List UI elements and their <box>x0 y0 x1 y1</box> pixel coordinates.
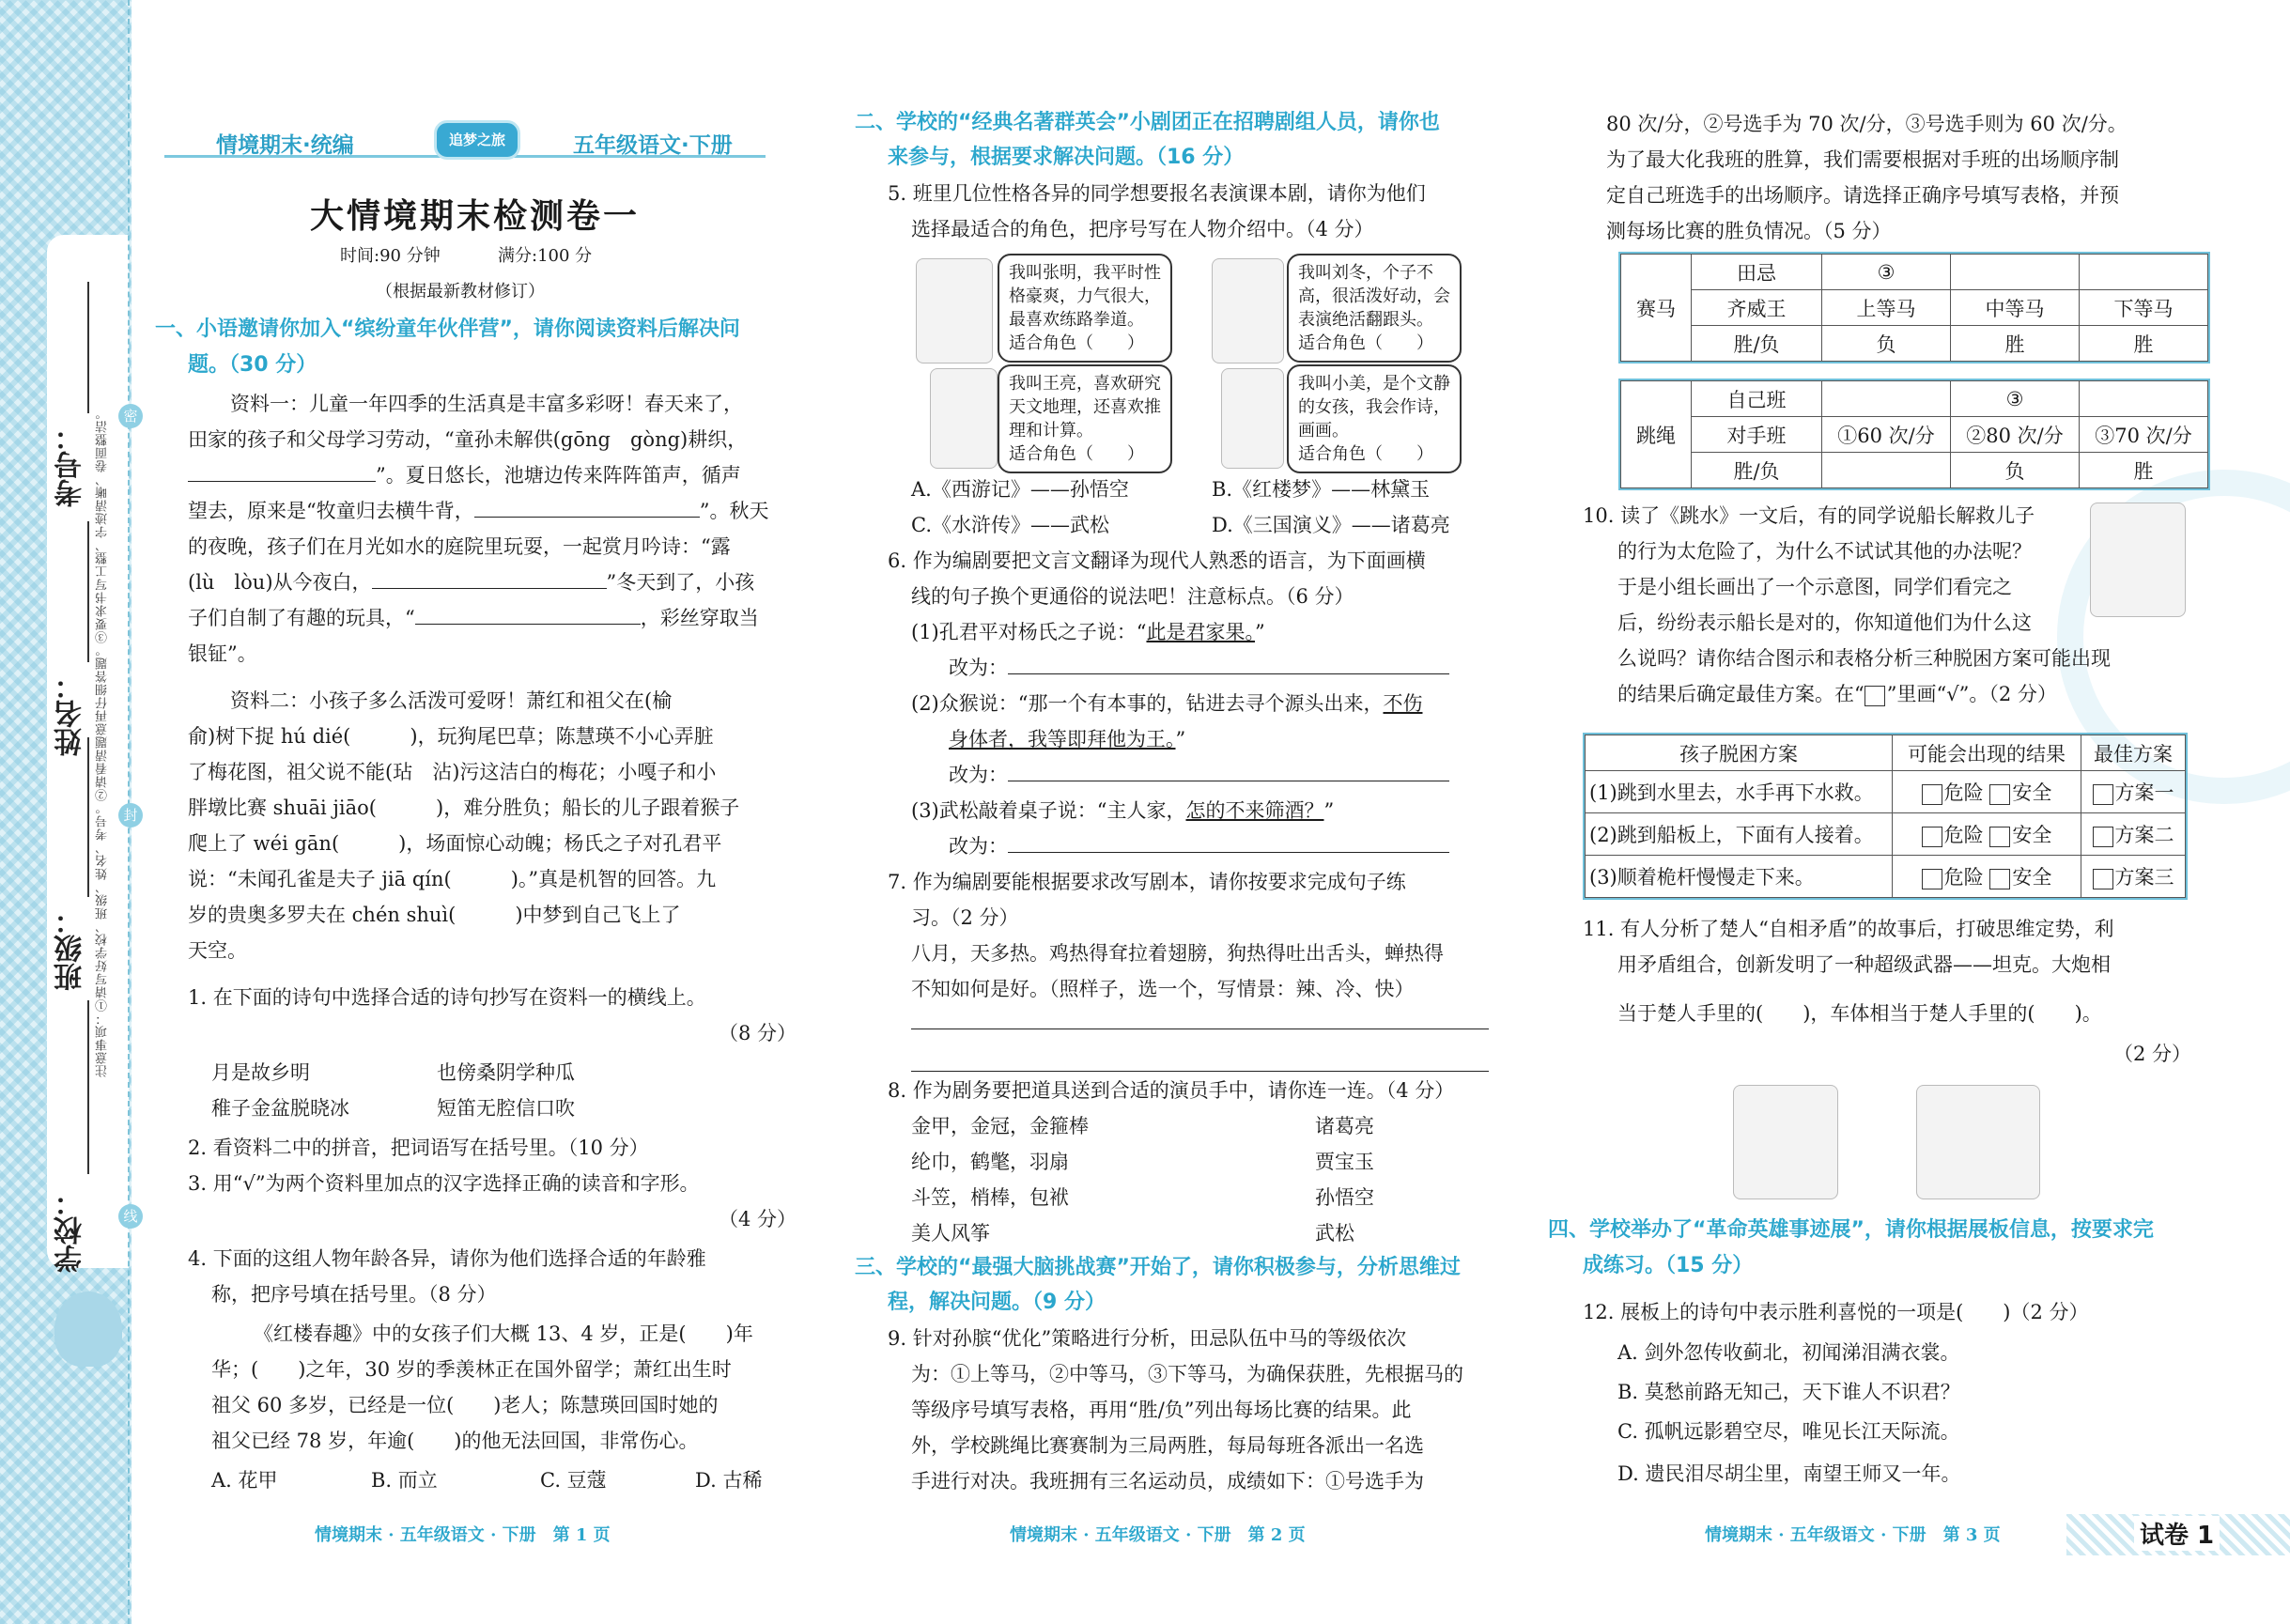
option-c[interactable]: C. 豆蔻 <box>540 1469 607 1492</box>
question-2: 2. 看资料二中的拼音，把词语写在括号里。（10 分） <box>188 1137 649 1159</box>
table-cell: 中等马 <box>1951 290 2080 326</box>
question-9: 9. 针对孙膑“优化”策略进行分析，田忌队伍中马的等级依次 <box>888 1327 1407 1350</box>
material-1-line: ”。夏日悠长，池塘边传来阵阵笛声，循声 <box>188 457 741 493</box>
question-9-text: 为：①上等马，②中等马，③下等马，为确保获胜，先根据马的 <box>911 1363 1463 1385</box>
prop-item[interactable]: 金甲，金冠，金箍棒 <box>911 1115 1089 1137</box>
material-1-line: 资料一：儿童一年四季的生活真是丰富多彩呀！春天来了， <box>230 393 743 415</box>
actor-item[interactable]: 孙悟空 <box>1315 1186 1374 1209</box>
question-1-points: （8 分） <box>719 1022 797 1044</box>
answer-cell[interactable] <box>2080 255 2208 290</box>
checkbox-safe[interactable] <box>1989 827 2010 847</box>
checkbox-safe[interactable] <box>1989 869 2010 889</box>
table-cell: 自己班 <box>1692 381 1822 417</box>
section-2-heading: 二、学校的“经典名著群英会”小剧团正在招聘剧组人员，请你也 <box>855 111 1440 134</box>
class-field[interactable] <box>87 737 89 897</box>
poem-option: 稚子金盆脱晓冰 <box>211 1097 349 1120</box>
question-7-text: 不知如何是好。（照样子，选一个，写情景：辣、冷、快） <box>911 978 1415 1000</box>
horse-group-label: 赛马 <box>1621 255 1692 362</box>
question-7: 7. 作为编剧要能根据要求改写剧本，请你按要求完成句子练 <box>888 871 1406 893</box>
question-10-text: 的行为太危险了，为什么不试试其他的办法呢？ <box>1617 540 2032 563</box>
speech-bubble-liudong: 我叫刘冬，个子不 高，很活泼好动，会 表演绝活翻跟头。 适合角色（ ） <box>1287 254 1462 363</box>
section-1-heading: 一、小语邀请你加入“缤纷童年伙伴营”，请你阅读资料后解决问 <box>155 317 740 341</box>
best-cell: 方案二 <box>2081 813 2186 856</box>
exam-time: 时间:90 分钟 <box>340 246 441 266</box>
option-a[interactable]: A. 剑外忽传收蓟北，初闻涕泪满衣裳。 <box>1617 1341 1960 1364</box>
section-4-heading: 四、学校举办了“革命英雄事迹展”，请你根据展板信息，按要求完 <box>1548 1218 2154 1242</box>
table-cell: 胜/负 <box>1692 326 1822 362</box>
student-figure-zhangming <box>916 258 993 363</box>
edition-note: （根据最新教材修订） <box>376 282 545 302</box>
table-cell: 下等马 <box>2080 290 2208 326</box>
binding-notice: 注意事项：①请写好学校、班级、姓名、考号。②请看清题意再仔细答题。③要求书写工整、字迹清晰、卷面整洁。 <box>96 407 110 1077</box>
question-9-continued: 为了最大化我班的胜算，我们需要根据对手班的出场顺序制 <box>1606 148 2119 171</box>
student-figure-wangliang <box>930 368 998 469</box>
option-d[interactable]: D. 遗民泪尽胡尘里，南望王师又一年。 <box>1617 1462 1961 1485</box>
question-4-text: 《红楼春趣》中的女孩子们大概 13、4 岁，正是( )年 <box>254 1322 753 1345</box>
number-field[interactable] <box>87 282 89 413</box>
checkbox-safe[interactable] <box>1989 784 2010 805</box>
table-cell: 胜 <box>2080 453 2208 488</box>
checkbox-danger[interactable] <box>1922 784 1942 805</box>
question-9-text: 等级序号填写表格，再用“胜/负”列出每场比赛的结果。此 <box>911 1399 1412 1421</box>
checkbox-best[interactable] <box>2093 869 2113 889</box>
rewrite-blank[interactable] <box>1008 760 1449 781</box>
table-cell: 胜 <box>2080 326 2208 362</box>
table-cell: ①60 次/分 <box>1822 417 1951 453</box>
role-option-b: B.《红楼梦》——林黛玉 <box>1212 478 1431 501</box>
school-label: 学校： <box>54 1188 87 1273</box>
poem-option: 短笛无腔信口吹 <box>437 1097 575 1120</box>
question-1: 1. 在下面的诗句中选择合适的诗句抄写在资料一的横线上。 <box>188 986 706 1009</box>
role-option-c: C.《水浒传》——武松 <box>911 514 1109 536</box>
table-cell: 胜 <box>1951 326 2080 362</box>
role-option-a: A.《西游记》——孙悟空 <box>911 478 1129 501</box>
page-footer-1: 情境期末 · 五年级语文 · 下册 第 1 页 <box>315 1525 611 1545</box>
ship-mast-illustration <box>2090 503 2186 617</box>
plan-cell: (2)跳到船板上，下面有人接着。 <box>1586 813 1893 856</box>
question-10-text: 的结果后确定最佳方案。在“ ”里画“√”。（2 分） <box>1617 683 2057 705</box>
material-1-line: (lù lòu)从今夜白， ”冬天到了，小孩 <box>188 565 754 600</box>
seal-mi: 密 <box>118 404 143 428</box>
jump-rope-table <box>1618 379 2210 490</box>
question-9-text: 手进行对决。我班拥有三名运动员，成绩如下：①号选手为 <box>911 1470 1424 1493</box>
exam-score: 满分:100 分 <box>498 246 593 266</box>
question-6-2: (2)众猴说：“那一个有本事的，钻进去寻个源头出来，不伤 <box>911 692 1423 715</box>
chu-merchant-illustration <box>1733 1085 1838 1199</box>
table-cell: 齐威王 <box>1692 290 1822 326</box>
seal-xian: 线 <box>118 1204 143 1229</box>
rewrite-label: 改为： <box>949 757 1449 793</box>
question-9-continued: 定自己班选手的出场顺序。请选择正确序号填写表格，并预 <box>1606 184 2119 207</box>
table-header: 最佳方案 <box>2081 735 2186 771</box>
mascot-image <box>54 1291 122 1367</box>
actor-item[interactable]: 武松 <box>1315 1222 1354 1245</box>
rewrite-label: 改为： <box>949 650 1449 686</box>
answer-blank[interactable] <box>474 496 700 518</box>
option-d[interactable]: D. 古稀 <box>695 1469 763 1492</box>
escape-plan-table <box>1583 733 2188 900</box>
material-1-line: 望去，原来是“牧童归去横牛背， ”。秋天 <box>188 493 769 529</box>
seal-feng: 封 <box>118 803 143 827</box>
material-1-line: 银钲”。 <box>188 642 257 665</box>
student-figure-liudong <box>1212 258 1284 363</box>
question-10-text: 于是小组长画出了一个示意图，同学们看完之 <box>1617 576 2012 598</box>
option-b[interactable]: B. 而立 <box>371 1469 438 1492</box>
name-label: 姓名： <box>54 672 87 756</box>
question-6: 6. 作为编剧要把文言文翻译为现代人熟悉的语言，为下面画横 <box>888 549 1426 572</box>
question-4-text: 祖父已经 78 岁，年逾( )的他无法回国，非常伤心。 <box>211 1430 699 1452</box>
prop-item[interactable]: 纶巾，鹤氅，羽扇 <box>911 1151 1069 1173</box>
number-label: 考号： <box>54 423 87 507</box>
question-9-text: 外，学校跳绳比赛赛制为三局两胜，每局每班各派出一名选 <box>911 1434 1424 1457</box>
shield-spear-illustration <box>1916 1085 2040 1199</box>
plan-cell: (1)跳到水里去，水手再下水救。 <box>1586 771 1893 813</box>
answer-cell[interactable] <box>1822 381 1951 417</box>
question-3: 3. 用“√”为两个资料里加点的汉字选择正确的读音和字形。 <box>188 1172 700 1195</box>
speech-bubble-xiaomei: 我叫小美，是个文静 的女孩，我会作诗， 画画。 适合角色（ ） <box>1287 364 1462 473</box>
section-4-heading-cont: 成练习。（15 分） <box>1583 1254 1754 1277</box>
material-2-line: 了梅花图，祖父说不能(玷 沾)污这洁白的梅花；小嘎子和小 <box>188 761 717 783</box>
question-10-text: 么说吗？请你结合图示和表格分析三种脱困方案可能出现 <box>1617 647 2111 670</box>
best-cell: 方案一 <box>2081 771 2186 813</box>
answer-cell[interactable] <box>2080 381 2208 417</box>
actor-item[interactable]: 诸葛亮 <box>1315 1115 1374 1137</box>
paper-number: 试卷 1 <box>2134 1516 2220 1551</box>
question-6-cont: 线的句子换个更通俗的说法吧！注意标点。（6 分） <box>911 585 1354 608</box>
question-11-text: 用矛盾组合，创新发明了一种超级武器——坦克。大炮相 <box>1617 953 2111 976</box>
material-2-line: 胖墩比赛 shuāi jiāo( )，难分胜负；船长的儿子跟着猴子 <box>188 797 740 819</box>
question-11: 11. 有人分析了楚人“自相矛盾”的故事后，打破思维定势，利 <box>1583 918 2114 940</box>
page-footer-3: 情境期末 · 五年级语文 · 下册 第 3 页 <box>1705 1525 2001 1545</box>
header-right: 五年级语文·下册 <box>573 133 733 158</box>
question-7-cont: 习。（2 分） <box>911 906 1019 929</box>
question-4: 4. 下面的这组人物年龄各异，请你为他们选择合适的年龄雅 <box>188 1247 706 1270</box>
question-11-points: （2 分） <box>2113 1043 2192 1065</box>
question-9-continued: 测每场比赛的胜负情况。（5 分） <box>1606 220 1892 242</box>
header-left: 情境期末·统编 <box>216 133 354 158</box>
actor-item[interactable]: 贾宝玉 <box>1315 1151 1374 1173</box>
question-6-1: (1)孔君平对杨氏之子说：“此是君家果。” <box>911 621 1265 643</box>
table-cell: 负 <box>1822 326 1951 362</box>
poem-option: 也傍桑阴学种瓜 <box>437 1061 575 1084</box>
question-4-text: 华；( )之年，30 岁的季羡林正在国外留学；萧红出生时 <box>211 1358 732 1381</box>
checkbox-best[interactable] <box>2093 827 2113 847</box>
material-2-line: 俞)树下捉 hú dié( )，玩狗尾巴草；陈慧瑛不小心弄脏 <box>188 725 714 748</box>
section-2-heading-cont: 来参与，根据要求解决问题。（16 分） <box>888 146 1245 169</box>
checkbox-danger[interactable] <box>1922 869 1942 889</box>
question-9-continued: 80 次/分，②号选手为 70 次/分，③号选手则为 60 次/分。 <box>1606 113 2128 135</box>
table-cell: 对手班 <box>1692 417 1822 453</box>
result-cell: 危险 安全 <box>1893 856 2081 898</box>
option-a[interactable]: A. 花甲 <box>211 1469 278 1492</box>
material-1-line: 子们自制了有趣的玩具，“ ，彩丝穿取当 <box>188 600 759 636</box>
question-4-cont: 称，把序号填在括号里。（8 分） <box>211 1283 497 1306</box>
result-cell: 危险 安全 <box>1893 813 2081 856</box>
prop-item[interactable]: 斗笠，梢棒，包袱 <box>911 1186 1069 1209</box>
option-b[interactable]: B. 莫愁前路无知己，天下谁人不识君？ <box>1617 1381 1960 1403</box>
checkbox-sample <box>1864 686 1885 706</box>
rope-group-label: 跳绳 <box>1621 381 1692 488</box>
rewrite-blank[interactable] <box>1008 831 1449 853</box>
material-2-line: 天空。 <box>188 939 247 962</box>
answer-cell[interactable] <box>1951 255 2080 290</box>
best-cell: 方案三 <box>2081 856 2186 898</box>
role-option-d: D.《三国演义》——诸葛亮 <box>1212 514 1450 536</box>
question-4-text: 祖父 60 多岁，已经是一位( )老人；陈慧瑛回国时她的 <box>211 1394 719 1416</box>
question-5-cont: 选择最适合的角色，把序号写在人物介绍中。（4 分） <box>911 218 1374 240</box>
speech-bubble-wangliang: 我叫王亮，喜欢研究 天文地理，还喜欢推 理和计算。 适合角色（ ） <box>998 364 1172 473</box>
table-cell: 负 <box>1951 453 2080 488</box>
question-6-3: (3)武松敲着桌子说：“主人家，怎的不来筛酒？” <box>911 799 1335 822</box>
table-header: 孩子脱困方案 <box>1586 735 1893 771</box>
table-cell: ②80 次/分 <box>1951 417 2080 453</box>
poem-option: 月是故乡明 <box>211 1061 310 1084</box>
material-1-line: 的夜晚，孩子们在月光如水的庭院里玩耍，一起赏月吟诗：“露 <box>188 535 731 558</box>
table-header: 可能会出现的结果 <box>1893 735 2081 771</box>
page-footer-2: 情境期末 · 五年级语文 · 下册 第 2 页 <box>1010 1525 1306 1545</box>
answer-blank[interactable] <box>372 567 607 589</box>
question-3-points: （4 分） <box>719 1208 797 1230</box>
material-2-line: 资料二：小孩子多么活泼可爱呀！萧红和祖父在(榆 <box>230 689 673 712</box>
series-logo: 追梦之旅 <box>434 120 520 160</box>
table-cell: ③ <box>1951 381 2080 417</box>
table-cell: 田忌 <box>1692 255 1822 290</box>
student-figure-xiaomei <box>1221 368 1284 469</box>
question-5: 5. 班里几位性格各异的同学想要报名表演课本剧，请你为他们 <box>888 182 1426 205</box>
rewrite-label: 改为： <box>949 828 1449 864</box>
table-cell: ③ <box>1822 255 1951 290</box>
name-field[interactable] <box>87 521 89 662</box>
answer-cell[interactable] <box>1822 453 1951 488</box>
question-8: 8. 作为剧务要把道具送到合适的演员手中，请你连一连。（4 分） <box>888 1079 1455 1102</box>
checkbox-danger[interactable] <box>1922 827 1942 847</box>
material-2-line: 岁的贵奥多罗夫在 chén shuì( )中梦到自己飞上了 <box>188 904 681 926</box>
prop-item[interactable]: 美人风筝 <box>911 1222 990 1245</box>
option-c[interactable]: C. 孤帆远影碧空尽，唯见长江天际流。 <box>1617 1420 1960 1443</box>
material-1-line: 田家的孩子和父母学习劳动，“童孙未解供(gōng gòng)耕织， <box>188 428 748 451</box>
question-10-text: 后，纷纷表示船长是对的，你知道他们为什么这 <box>1617 611 2032 634</box>
result-cell: 危险 安全 <box>1893 771 2081 813</box>
section-3-heading-cont: 程，解决问题。（9 分） <box>888 1291 1106 1314</box>
speech-bubble-zhangming: 我叫张明，我平时性 格豪爽，力气很大， 最喜欢练路拳道。 适合角色（ ） <box>998 254 1172 363</box>
question-6-2-cont: 身体者，我等即拜他为王。” <box>949 728 1186 750</box>
school-field[interactable] <box>87 1000 89 1174</box>
question-11-text: 当于楚人手里的( )，车体相当于楚人手里的( )。 <box>1617 1002 2102 1025</box>
answer-blank[interactable] <box>415 603 641 625</box>
section-3-heading: 三、学校的“最强大脑挑战赛”开始了，请你积极参与，分析思维过 <box>855 1256 1461 1279</box>
question-12: 12. 展板上的诗句中表示胜利喜悦的一项是( )（2 分） <box>1583 1301 2089 1323</box>
checkbox-best[interactable] <box>2093 784 2113 805</box>
question-10: 10. 读了《跳水》一文后，有的同学说船长解救儿子 <box>1583 504 2035 527</box>
table-cell: 上等马 <box>1822 290 1951 326</box>
table-cell: 胜/负 <box>1692 453 1822 488</box>
answer-blank[interactable] <box>188 460 376 482</box>
material-2-line: 爬上了 wéi gān( )，场面惊心动魄；杨氏之子对孔君平 <box>188 832 722 855</box>
table-cell: ③70 次/分 <box>2080 417 2208 453</box>
horse-race-table <box>1618 252 2210 363</box>
answer-line[interactable] <box>911 1071 1489 1072</box>
question-7-text: 八月，天多热。鸡热得耷拉着翅膀，狗热得吐出舌头，蝉热得 <box>911 942 1444 965</box>
plan-cell: (3)顺着桅杆慢慢走下来。 <box>1586 856 1893 898</box>
paper-title: 大情境期末检测卷一 <box>310 197 641 236</box>
class-label: 班级： <box>54 906 87 991</box>
rewrite-blank[interactable] <box>1008 653 1449 674</box>
material-2-line: 说：“未闻孔雀是夫子 jiā qín( )。”真是机智的回答。九 <box>188 868 717 890</box>
section-1-heading-cont: 题。（30 分） <box>188 353 317 377</box>
